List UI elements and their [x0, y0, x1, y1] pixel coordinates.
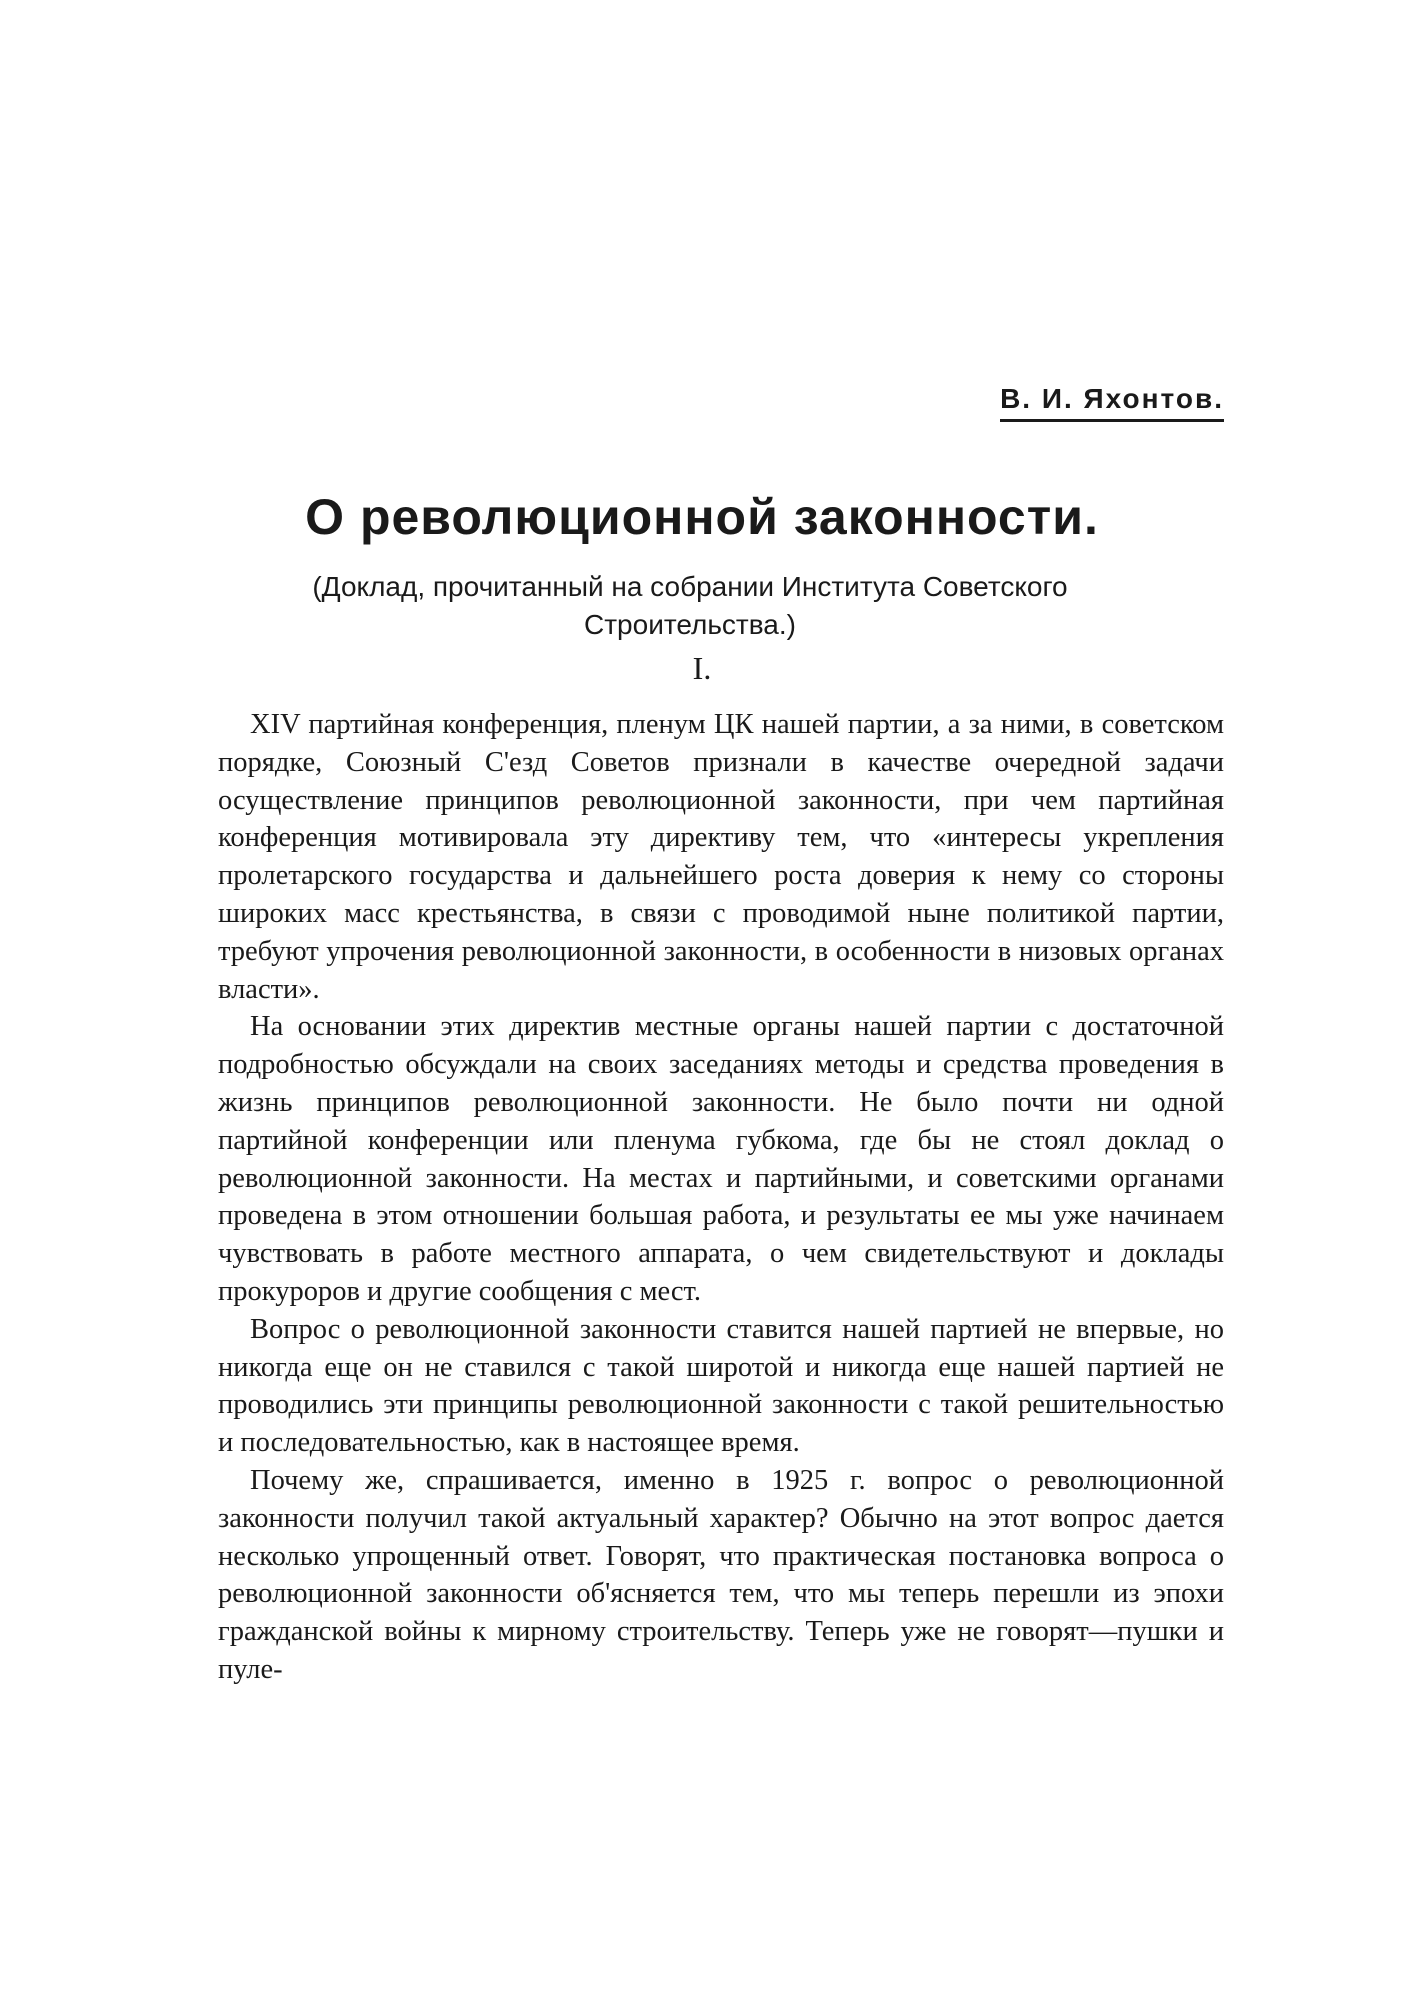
article-title: О революционной законности. [305, 489, 1099, 545]
paragraph: Почему же, спрашивается, именно в 1925 г. вопрос о революционной законности получил такой актуальный характер? Обычно на этот вопрос дается несколько упрощенный ответ. Говорят, что практическая постановка вопроса о революционной законности об'ясняется тем, что мы теперь перешли из эпохи гражданской войны к мирному строительству. Теперь уже не говорят—пушки и пуле- [218, 1464, 1224, 1685]
article-subtitle: (Доклад, прочитанный на собрании Института Советского Строительства.) [312, 571, 1068, 640]
paragraph: XIV партийная конференция, пленум ЦК нашей партии, а за ними, в советском порядке, Союзный С'езд Советов признали в качестве очередной задачи осуществление принципов революционной законности, при чем партийная конференция мотивировала эту директиву тем, что «интересы укрепления пролетарского государства и дальнейшего роста доверия к нему со стороны широких масс крестьянства, в связи с проводимой ныне политикой партии, требуют упрочения революционной законности, в особенности в низовых органах власти». [218, 709, 1224, 1005]
article-body [218, 706, 1224, 1689]
paragraph: На основании этих директив местные органы нашей партии с достаточной подробностью обсуждали на своих заседаниях методы и средства проведения в жизнь принципов революционной законности. Не было почти ни одной партийной конференции или пленума губкома, где бы не стоял доклад о революционной законности. На местах и партийными, и советскими органами проведена в этом отношении большая работа, и результаты ее мы уже начинаем чувствовать в работе местного аппарата, о чем свидетельствуют и доклады прокуроров и другие сообщения с мест. [218, 1011, 1224, 1307]
section-number: I. [692, 650, 712, 686]
author-name: В. И. Яхонтов. [1000, 383, 1224, 422]
paragraph: Вопрос о революционной законности ставится нашей партией не впервые, но никогда еще он не ставился с такой широтой и никогда еще нашей партией не проводились эти принципы революционной законности с такой решительностью и последовательностью, как в настоящее время. [218, 1313, 1224, 1459]
